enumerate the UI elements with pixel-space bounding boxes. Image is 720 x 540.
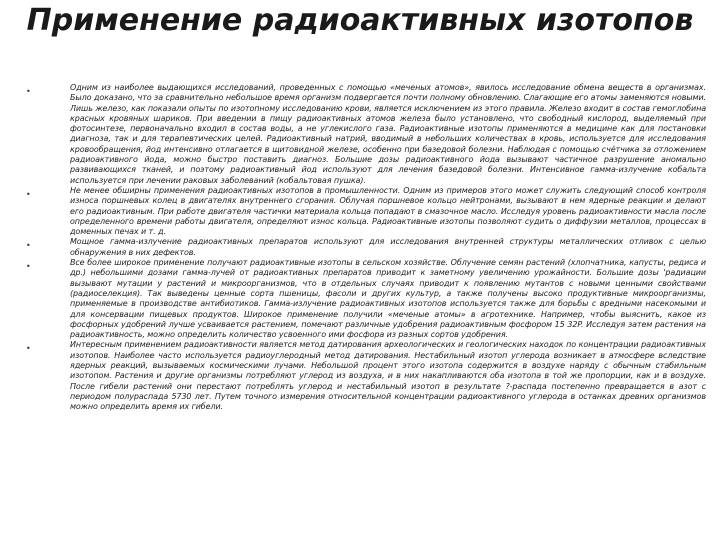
bullet-icon: •: [26, 87, 31, 96]
paragraph-gamma-inspection: Мощное гамма-излучение радиоактивных препаратов используют для исследования внутренней структуры металлических отливок с целью обнаружения в них дефектов.: [70, 237, 706, 257]
list-item: [26, 237, 706, 258]
page-title: Применение радиоактивных изотопов: [26, 3, 694, 38]
bullet-icon: •: [26, 262, 31, 272]
paragraph-agriculture: Все более широкое применение получают радиоактивные изотопы в сельском хозяйстве. Облучение семян растений (хлопчатника, капусты, редиса и др.) небольшими дозами гамма-лучей от радиоактивных препаратов приводит к заметному увеличению урожайности. Большие дозы 'радиации вызывают мутации у растений и микроорганизмов, что в отдельных случаях приводит к появлению мутантов с новыми ценными свойствами (радиоселекция). Так выведены ценные сорта пшеницы, фасоли и других культур, а также получены высоко продуктивные микроорганизмы, применяемые в производстве антибиотиков. Гамма-излучение радиоактивных изотопов используется также для борьбы с вредными насекомыми и для консервации пищевых продуктов. Широкое применение получили «меченые атомы» в агротехнике. Например, чтобы выяснить, какое из фосфорных удобрений лучше усваивается растением, помечают различные удобрения радиоактивным фосфором 15 32P. Исследуя затем растения на радиоактивность, можно определить количество усвоенного ими фосфора из разных сортов удобрения.: [70, 258, 706, 340]
list-item: [26, 340, 706, 412]
paragraph-metabolism-medicine: Одним из наиболее выдающихся исследований, проведенных с помощью «меченых атомов», явилось исследование обмена веществ в организмах. Было доказано, что за сравнительно небольшое время организм подвергается почти полному обновлению. Слагающие его атомы заменяются новыми. Лишь железо, как показали опыты по изотопному исследованию крови, является исключением из этого правила. Железо входит в состав гемоглобина красных кровяных шариков. При введении в пищу радиоактивных атомов железа было установлено, что свободный кислород, выделяемый при фотосинтезе, первоначально входил в состав воды, а не углекислого газа. Радиоактивные изотопы применяются в медицине как для постановки диагноза, так и для терапевтических целей. Радиоактивный натрий, вводимый в небольших количествах в кровь, используется для исследования кровообращения, йод интенсивно отлагается в щитовидной железе, особенно при базедовой болезни. Наблюдая с помощью счётчика за отложением радиоактивного йода, можно быстро поставить диагноз. Большие дозы радиоактивного йода вызывают частичное разрушение аномально развивающихся тканей, и поэтому радиоактивный йод используют для лечения базедовой болезни. Интенсивное гамма-излучение кобальта используется при лечении раковых заболеваний (кобальтовая пушка).: [70, 83, 706, 185]
bullet-icon: •: [26, 241, 31, 251]
bullet-icon: •: [26, 189, 31, 199]
bullet-icon: •: [26, 344, 31, 354]
list-item: [26, 186, 706, 237]
list-item: [26, 83, 706, 186]
bullet-list: [26, 83, 706, 413]
list-item: [26, 258, 706, 340]
paragraph-industry: Не менее обширны применения радиоактивных изотопов в промышленности. Одним из примеров этого может служить следующий способ контроля износа поршневых колец в двигателях внутреннего сгорания. Облучая поршневое кольцо нейтронами, вызывают в нем ядерные реакции и делают его радиоактивным. При работе двигателя частички материала кольца попадают в смазочное масло. Исследуя уровень радиоактивности масла после определенного времени работы двигателя, определяют износ кольца. Радиоактивные изотопы позволяют судить о диффузии металлов, процессах в доменных печах и т. д.: [70, 185, 706, 237]
paragraph-dating: Интересным применением радиоактивности является метод датирования археологических и геологических находок по концентрации радиоактивных изотопов. Наиболее часто используется радиоуглеродный метод датирования. Нестабильный изотоп углерода возникает в атмосфере вследствие ядерных реакций, вызываемых космическими лучами. Небольшой процент этого изотопа содержится в воздухе наряду с обычным стабильным изотопом. Растения и другие организмы потребляют углерод из воздуха, и в них накапливаются оба изотопа в той же пропорции, как и в воздухе. После гибели растений они перестают потреблять углерод и нестабильный изотоп в результате ?-распада постепенно превращается в азот с периодом полураспада 5730 лет. Путем точного измерения относительной концентрации радиоактивного углерода в останках древних организмов можно определить время их гибели.: [70, 340, 706, 412]
